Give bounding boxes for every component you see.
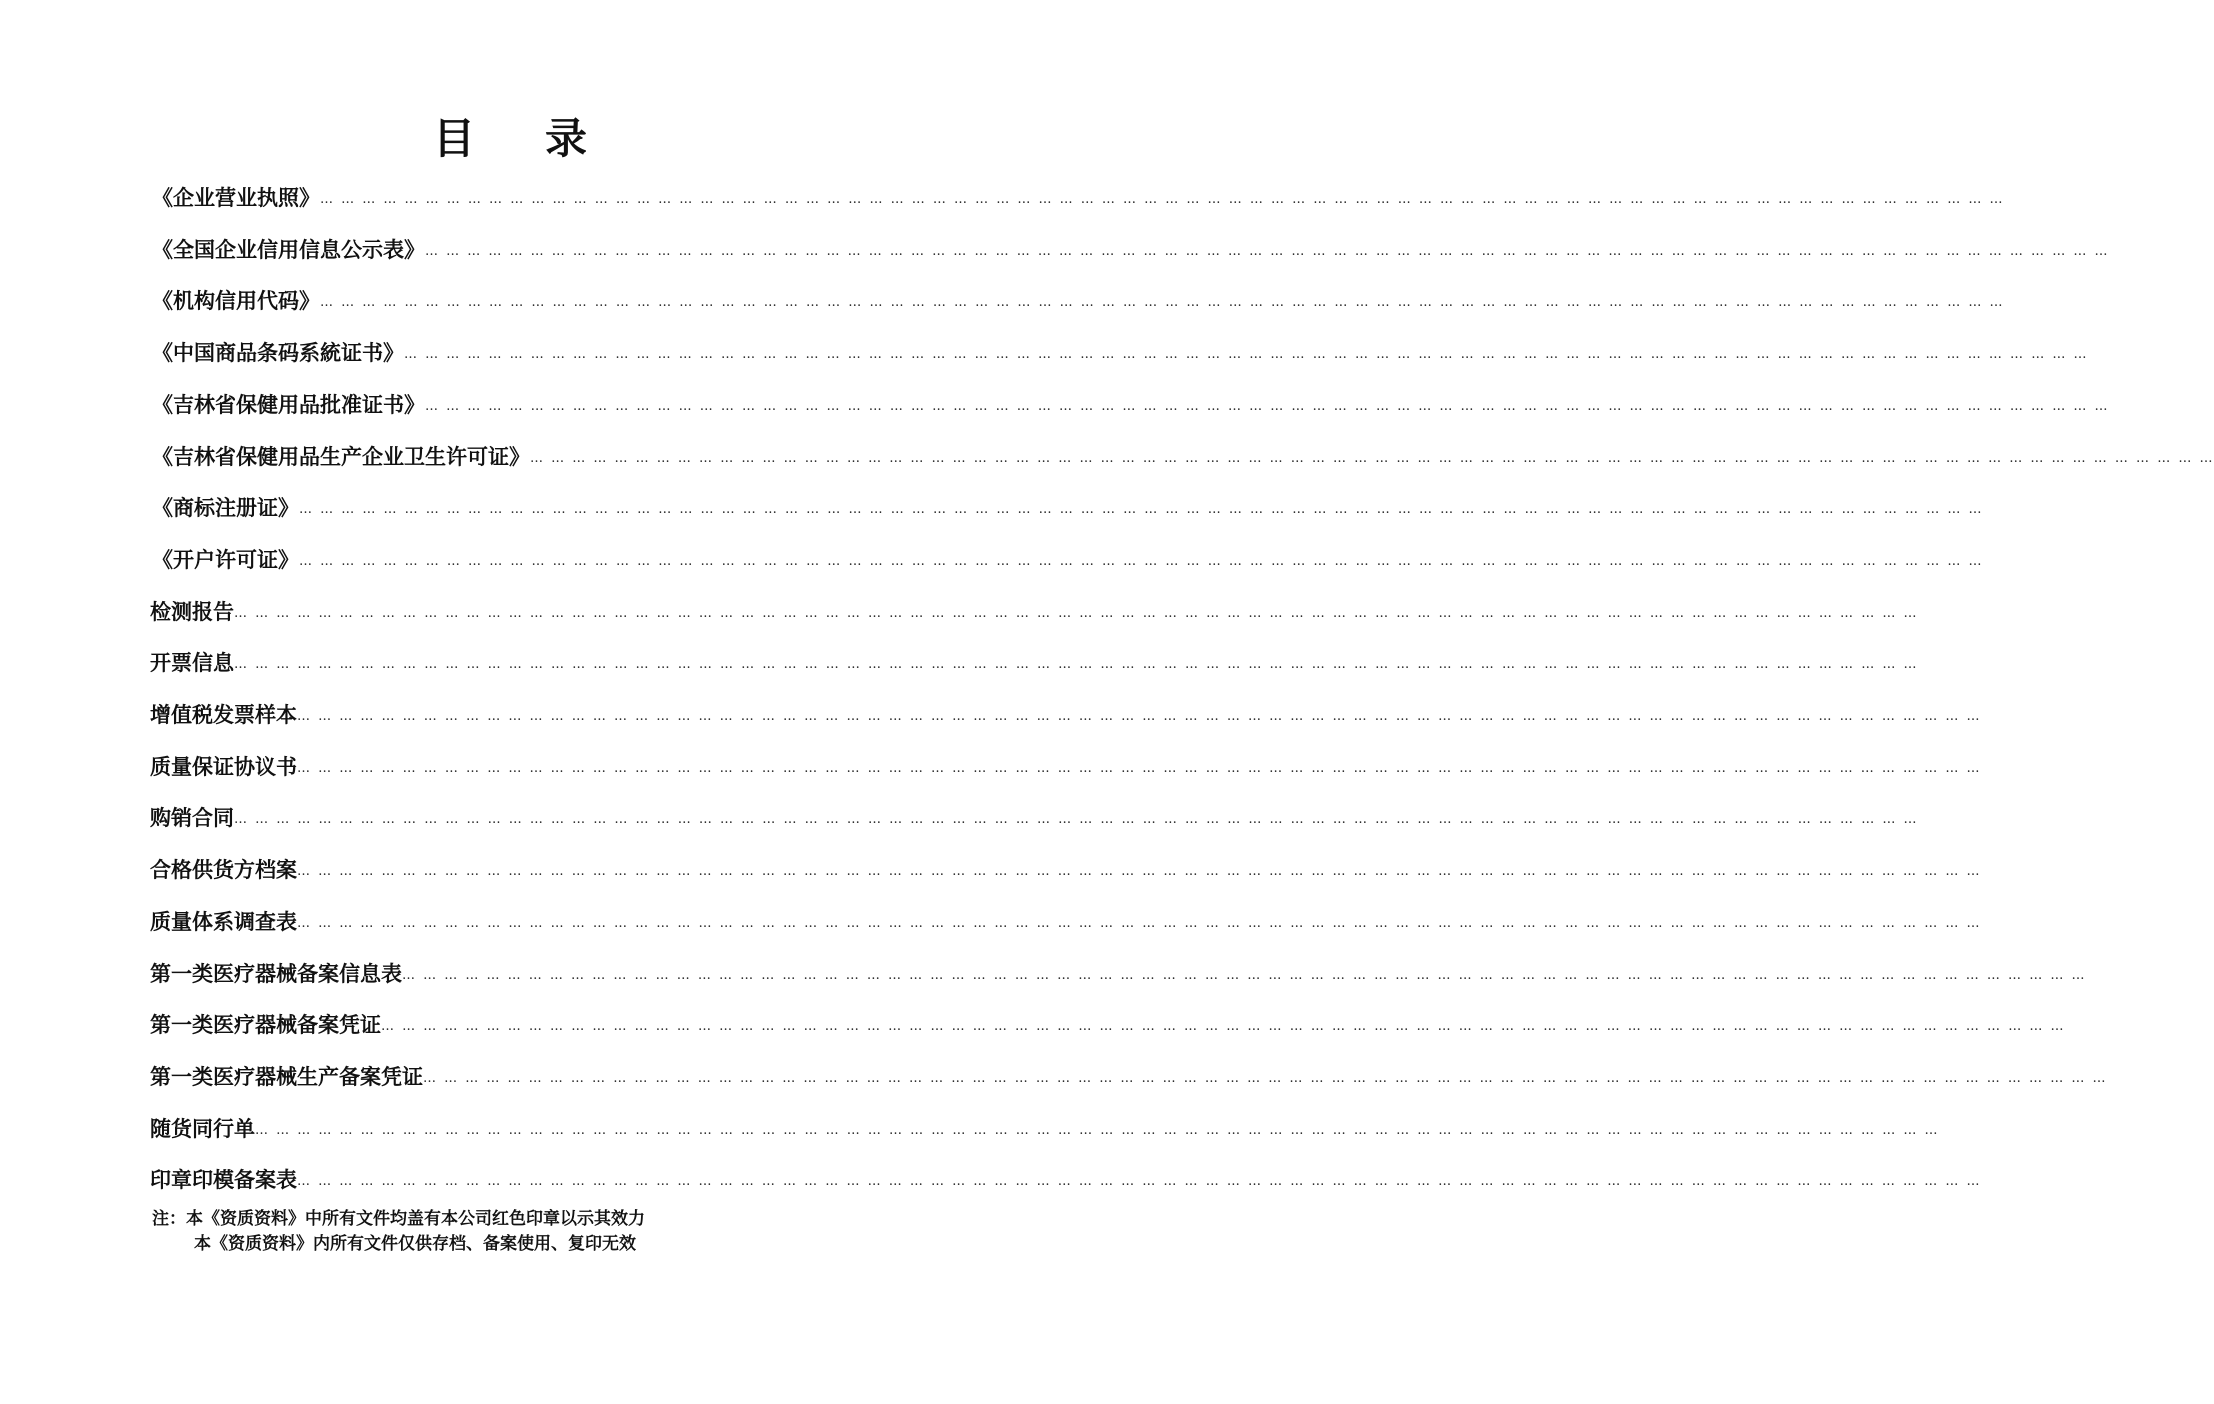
- toc-entry: [150, 645, 1919, 681]
- toc-dot-leader: … … … … … … … … … … … … … … … … … … … … … … … … … … … … … … … … … … … … … … … … … … … … … … … … … … … … … … … … … … … … … … … … … … … … … … … … … … … … … … … …: [234, 812, 1919, 828]
- toc-entry-label: 印章印模备案表: [150, 1167, 297, 1193]
- toc-dot-leader: … … … … … … … … … … … … … … … … … … … … … … … … … … … … … … … … … … … … … … … … … … … … … … … … … … … … … … … … … … … … … … … … … … … … … … … … … … … … … … … …: [530, 450, 2214, 466]
- toc-dot-leader: … … … … … … … … … … … … … … … … … … … … … … … … … … … … … … … … … … … … … … … … … … … … … … … … … … … … … … … … … … … … … … … … … … … … … … … … … … … … … … … …: [381, 1019, 2066, 1035]
- toc-entry-label: 检测报告: [150, 598, 234, 624]
- toc-dot-leader: … … … … … … … … … … … … … … … … … … … … … … … … … … … … … … … … … … … … … … … … … … … … … … … … … … … … … … … … … … … … … … … … … … … … … … … … … … … … … … … …: [423, 1070, 2108, 1086]
- title-char-2: 录: [545, 114, 588, 163]
- toc-dot-leader: … … … … … … … … … … … … … … … … … … … … … … … … … … … … … … … … … … … … … … … … … … … … … … … … … … … … … … … … … … … … … … … … … … … … … … … … … … … … … … … …: [297, 864, 1982, 880]
- toc-dot-leader: … … … … … … … … … … … … … … … … … … … … … … … … … … … … … … … … … … … … … … … … … … … … … … … … … … … … … … … … … … … … … … … … … … … … … … … … … … … … … … … …: [297, 709, 1982, 724]
- toc-entry: [150, 800, 1919, 836]
- toc-entry: [150, 956, 2087, 992]
- toc-dot-leader: … … … … … … … … … … … … … … … … … … … … … … … … … … … … … … … … … … … … … … … … … … … … … … … … … … … … … … … … … … … … … … … … … … … … … … … … … … … … … … … …: [402, 967, 2087, 983]
- footnote-line-1: 注：本《资质资料》中所有文件均盖有本公司红色印章以示其效力: [152, 1209, 645, 1229]
- toc-entry: [152, 439, 2214, 475]
- toc-dot-leader: … … … … … … … … … … … … … … … … … … … … … … … … … … … … … … … … … … … … … … … … … … … … … … … … … … … … … … … … … … … … … … … … … … … … … … … … … … … … … … … …: [404, 347, 2089, 363]
- toc-entry-label: 随货同行单: [150, 1115, 255, 1141]
- toc-dot-leader: … … … … … … … … … … … … … … … … … … … … … … … … … … … … … … … … … … … … … … … … … … … … … … … … … … … … … … … … … … … … … … … … … … … … … … … … … … … … … … … …: [234, 605, 1919, 621]
- toc-dot-leader: … … … … … … … … … … … … … … … … … … … … … … … … … … … … … … … … … … … … … … … … … … … … … … … … … … … … … … … … … … … … … … … … … … … … … … … … … … … … … … … …: [297, 760, 1982, 776]
- page-title: [0, 106, 1020, 166]
- toc-dot-leader: … … … … … … … … … … … … … … … … … … … … … … … … … … … … … … … … … … … … … … … … … … … … … … … … … … … … … … … … … … … … … … … … … … … … … … … … … … … … … … … …: [320, 295, 2005, 311]
- toc-dot-leader: … … … … … … … … … … … … … … … … … … … … … … … … … … … … … … … … … … … … … … … … … … … … … … … … … … … … … … … … … … … … … … … … … … … … … … … … … … … … … … … …: [234, 657, 1919, 673]
- toc-entry: [150, 904, 1982, 940]
- toc-dot-leader: … … … … … … … … … … … … … … … … … … … … … … … … … … … … … … … … … … … … … … … … … … … … … … … … … … … … … … … … … … … … … … … … … … … … … … … … … … … … … … … …: [425, 243, 2110, 259]
- toc-entry-label: 合格供货方档案: [150, 857, 297, 883]
- toc-dot-leader: … … … … … … … … … … … … … … … … … … … … … … … … … … … … … … … … … … … … … … … … … … … … … … … … … … … … … … … … … … … … … … … … … … … … … … … … … … … … … … … …: [299, 553, 1984, 569]
- footnote-line-2: 本《资质资料》内所有文件仅供存档、备案使用、复印无效: [194, 1234, 636, 1254]
- toc-dot-leader: … … … … … … … … … … … … … … … … … … … … … … … … … … … … … … … … … … … … … … … … … … … … … … … … … … … … … … … … … … … … … … … … … … … … … … … … … … … … … … … …: [297, 915, 1982, 931]
- toc-entry: [152, 180, 2005, 216]
- toc-entry: [150, 1007, 2066, 1043]
- toc-dot-leader: … … … … … … … … … … … … … … … … … … … … … … … … … … … … … … … … … … … … … … … … … … … … … … … … … … … … … … … … … … … … … … … … … … … … … … … … … … … … … … … …: [297, 1174, 1982, 1190]
- toc-entry-label: 第一类医疗器械生产备案凭证: [150, 1063, 423, 1089]
- toc-entry-label: 开票信息: [150, 650, 234, 676]
- toc-entry-label: 购销合同: [150, 805, 234, 831]
- toc-entry-label: 增值税发票样本: [150, 702, 297, 727]
- toc-entry: [152, 335, 2089, 371]
- toc-entry: [150, 697, 1982, 733]
- toc-dot-leader: … … … … … … … … … … … … … … … … … … … … … … … … … … … … … … … … … … … … … … … … … … … … … … … … … … … … … … … … … … … … … … … … … … … … … … … … … … … … … … … …: [255, 1122, 1940, 1138]
- toc-entry: [152, 542, 1984, 578]
- toc-dot-leader: … … … … … … … … … … … … … … … … … … … … … … … … … … … … … … … … … … … … … … … … … … … … … … … … … … … … … … … … … … … … … … … … … … … … … … … … … … … … … … … …: [425, 398, 2110, 414]
- toc-entry: [152, 387, 2110, 423]
- toc-entry-label: 《全国企业信用信息公示表》: [152, 236, 425, 262]
- toc-entry: [150, 1059, 2108, 1095]
- toc-entry-label: 第一类医疗器械备案凭证: [150, 1012, 381, 1038]
- toc-entry: [152, 283, 2005, 319]
- toc-entry: [152, 490, 1984, 526]
- toc-entry-label: 《中国商品条码系統证书》: [152, 340, 404, 366]
- footnote: [152, 1207, 645, 1257]
- toc-entry: [150, 594, 1919, 630]
- toc-entry-label: 质量体系调查表: [150, 908, 297, 934]
- toc-entry: [150, 749, 1982, 785]
- toc-entry-label: 《吉林省保健用品生产企业卫生许可证》: [152, 443, 530, 469]
- toc-entry-label: 第一类医疗器械备案信息表: [150, 960, 402, 986]
- toc-entry: [150, 852, 1982, 888]
- toc-entry-label: 《机构信用代码》: [152, 288, 320, 314]
- toc-entry-label: 质量保证协议书: [150, 753, 297, 779]
- toc-entry-label: 《企业营业执照》: [152, 185, 320, 210]
- toc-entry-label: 《吉林省保健用品批准证书》: [152, 391, 425, 417]
- toc-dot-leader: … … … … … … … … … … … … … … … … … … … … … … … … … … … … … … … … … … … … … … … … … … … … … … … … … … … … … … … … … … … … … … … … … … … … … … … … … … … … … … … …: [299, 502, 1984, 518]
- toc-entry-label: 《商标注册证》: [152, 495, 299, 521]
- title-char-1: 目: [432, 114, 475, 163]
- toc-entry-label: 《开户许可证》: [152, 546, 299, 572]
- toc-dot-leader: … … … … … … … … … … … … … … … … … … … … … … … … … … … … … … … … … … … … … … … … … … … … … … … … … … … … … … … … … … … … … … … … … … … … … … … … … … … … … … … …: [320, 192, 2005, 207]
- toc-entry: [150, 1162, 1982, 1198]
- toc-entry: [152, 232, 2110, 268]
- toc-entry: [150, 1111, 1940, 1147]
